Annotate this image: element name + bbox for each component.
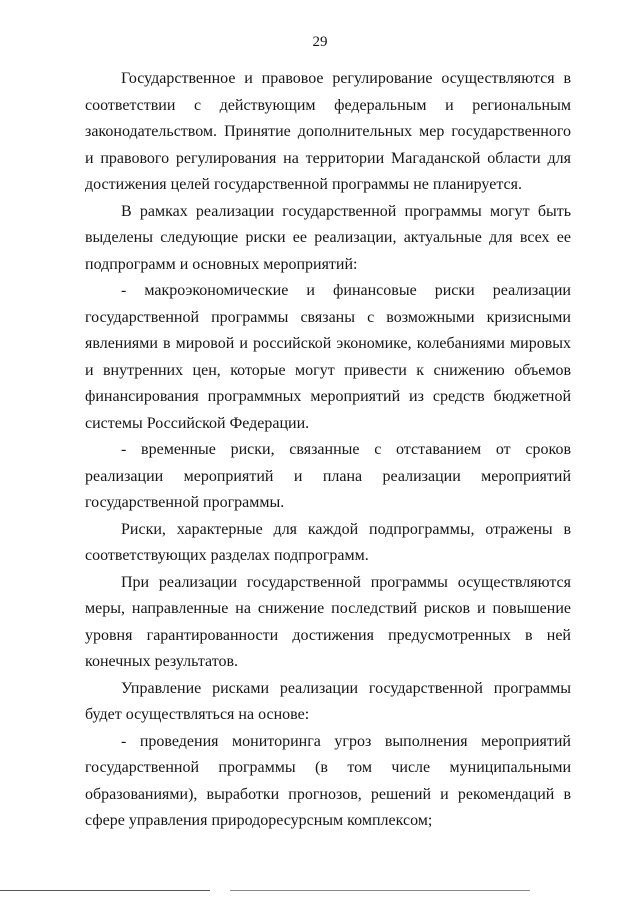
document-body — [85, 66, 571, 835]
paragraph-risks-intro: В рамках реализации государственной программы могут быть выделены следующие риски ее реализации, актуальные для всех ее подпрограмм и основных мероприятий: — [85, 202, 571, 273]
footer-divider-left — [0, 890, 210, 891]
paragraph-risk-mitigation: При реализации государственной программы осуществляются меры, направленные на снижение последствий рисков и повышение уровня гарантированности достижения предусмотренных в ней конечных результатов. — [85, 573, 571, 670]
paragraph-subprogram-risks: Риски, характерные для каждой подпрограммы, отражены в соответствующих разделах подпрограмм. — [85, 520, 571, 564]
paragraph-risk-management: Управление рисками реализации государственной программы будет осуществляться на основе: — [85, 679, 571, 723]
paragraph-time-risks: - временные риски, связанные с отставанием от сроков реализации мероприятий и плана реализации мероприятий государственной программы. — [85, 441, 571, 511]
footer-divider-right — [230, 890, 530, 891]
paragraph-monitoring: - проведения мониторинга угроз выполнения мероприятий государственной программы (в том числе муниципальными образованиями), выработки прогнозов, решений и рекомендаций в сфере управления природоресурсным комплексом; — [85, 732, 571, 829]
page-number: 29 — [312, 34, 328, 50]
paragraph-macroeconomic-risks: - макроэкономические и финансовые риски реализации государственной программы связаны с возможными кризисными явлениями в мировой и российской экономике, колебаниями мировых и внутренних цен, которые могут привести к снижению объемов финансирования программных мероприятий из средств бюджетной системы Российской Федерации. — [85, 282, 571, 432]
paragraph-legal-regulation: Государственное и правовое регулирование осуществляются в соответствии с действующим федеральным и региональным законодательством. Принятие дополнительных мер государственного и правового регулирования на территории Магаданской области для достижения целей государственной программы не планируется. — [85, 70, 571, 193]
